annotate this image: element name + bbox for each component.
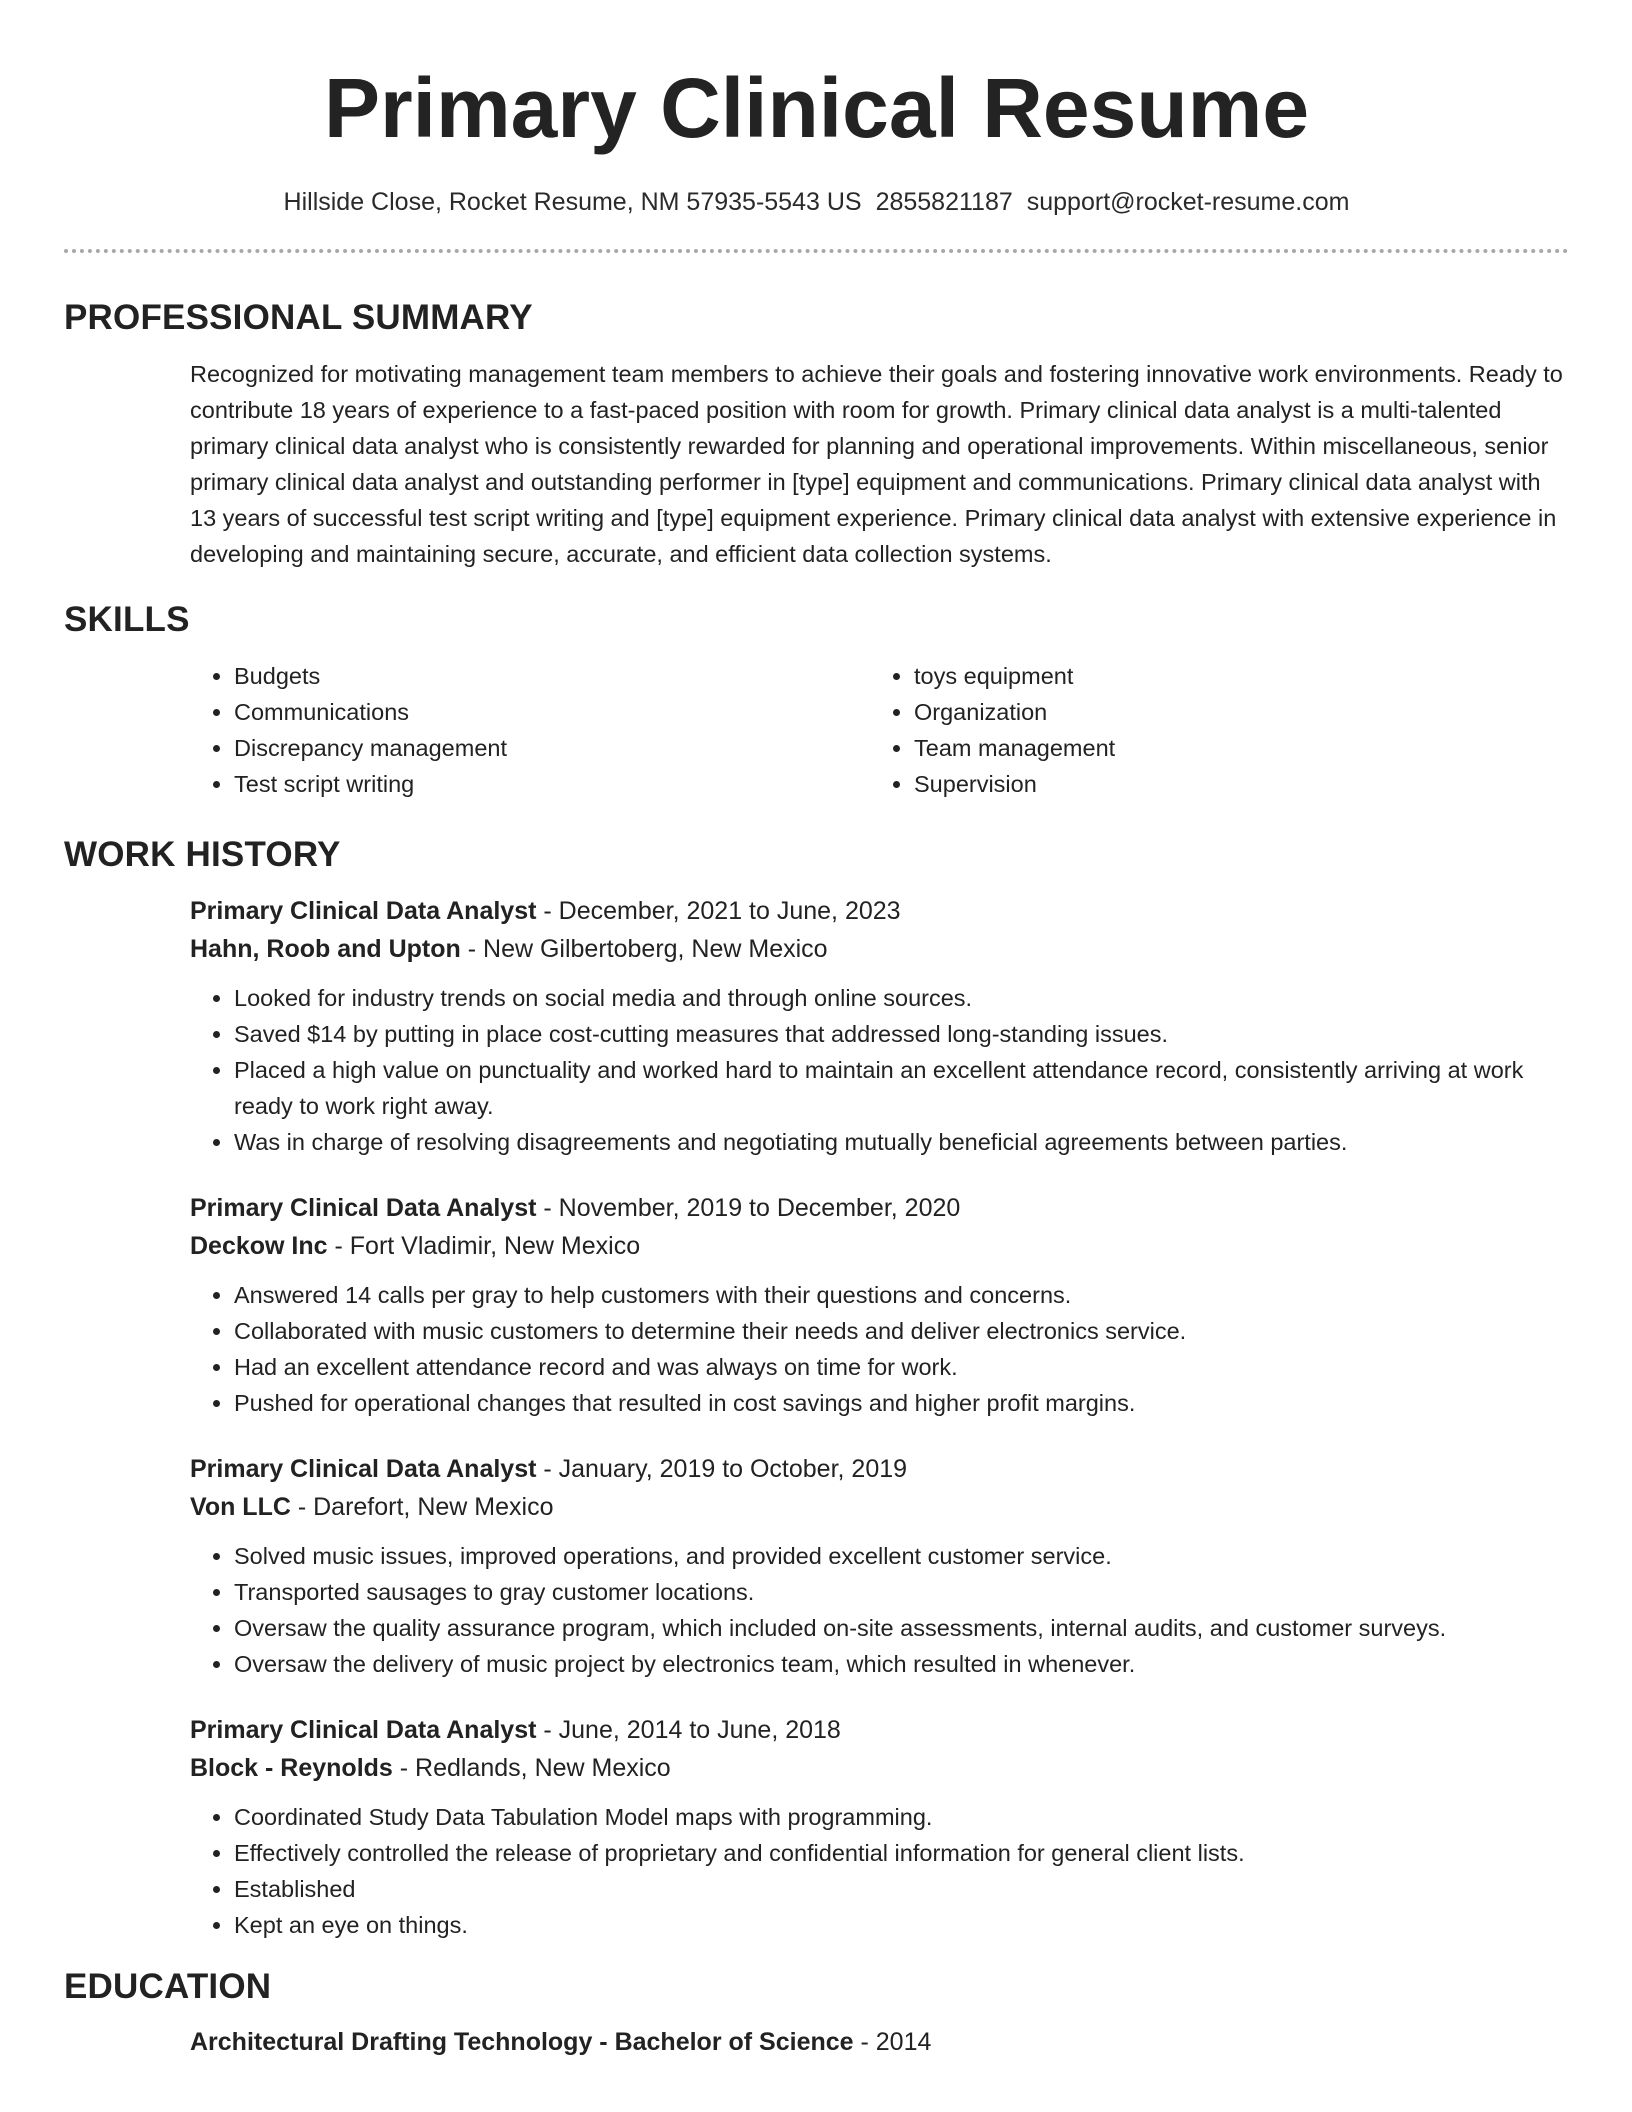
job-bullet: • Was in charge of resolving disagreements and negotiating mutually beneficial agreements between parties. <box>234 1124 1569 1160</box>
skill-item: • toys equipment <box>914 658 1550 694</box>
skill-item: • Team management <box>914 730 1550 766</box>
summary-text: Recognized for motivating management team members to achieve their goals and fostering innovative work environments. Ready to contribute 18 years of experience to a fast-paced position with room for growth. Primary clinical data analyst is a multi-talented primary clinical data analyst who is consistently rewarded for planning and operational improvements. Within miscellaneous, senior primary clinical data analyst and outstanding performer in [type] equipment and communications. Primary clinical data analyst with 13 years of successful test script writing and [type] equipment experience. Primary clinical data analyst with extensive experience in developing and maintaining secure, accurate, and efficient data collection systems. <box>190 361 1563 567</box>
job-company: Von LLC <box>190 1493 291 1521</box>
job-company-line <box>190 1488 1569 1526</box>
education-body <box>190 2023 1569 2061</box>
job-bullets <box>190 1277 1569 1421</box>
job-bullet: • Placed a high value on punctuality and worked hard to maintain an excellent attendance record, consistently arriving at work ready to work right away. <box>234 1052 1569 1124</box>
job-bullet: • Oversaw the quality assurance program, which included on-site assessments, internal audits, and customer surveys. <box>234 1610 1569 1646</box>
job-location: - Darefort, New Mexico <box>290 1493 554 1521</box>
job-location: - New Gilbertoberg, New Mexico <box>460 935 828 963</box>
education-heading: EDUCATION <box>64 1967 272 2006</box>
education-line <box>190 2023 1569 2061</box>
job-title-line <box>190 892 1569 930</box>
work-section <box>64 833 1569 1943</box>
resume-name: Primary Clinical Resume <box>323 61 1310 155</box>
job-bullet: • Effectively controlled the release of proprietary and confidential information for general client lists. <box>234 1835 1569 1871</box>
job-company-line <box>190 930 1569 968</box>
contact-address: Hillside Close, Rocket Resume, NM 57935-5543 US <box>283 188 862 216</box>
education-section <box>64 1965 1569 2061</box>
job-dates: - January, 2019 to October, 2019 <box>536 1455 908 1483</box>
job-bullet: • Coordinated Study Data Tabulation Model maps with programming. <box>234 1799 1569 1835</box>
job-bullet: • Oversaw the delivery of music project by electronics team, which resulted in whenever. <box>234 1646 1569 1682</box>
skill-item: • Discrepancy management <box>234 730 870 766</box>
job-bullet: • Established <box>234 1871 1569 1907</box>
contact-line <box>64 186 1569 218</box>
job-bullet: • Saved $14 by putting in place cost-cutting measures that addressed long-standing issues. <box>234 1016 1569 1052</box>
job-location: - Fort Vladimir, New Mexico <box>327 1232 641 1260</box>
skills-heading: SKILLS <box>64 600 190 639</box>
job-bullets <box>190 1538 1569 1682</box>
summary-heading: PROFESSIONAL SUMMARY <box>64 298 533 337</box>
job-company-line <box>190 1749 1569 1787</box>
skill-item: • Organization <box>914 694 1550 730</box>
job-entry <box>190 1450 1569 1682</box>
job-dates: - December, 2021 to June, 2023 <box>536 897 901 925</box>
job-title-line <box>190 1450 1569 1488</box>
contact-phone: 2855821187 <box>875 188 1013 216</box>
skills-section <box>64 598 1569 802</box>
job-bullet: • Pushed for operational changes that resulted in cost savings and higher profit margins. <box>234 1385 1569 1421</box>
education-degree: Architectural Drafting Technology - Bachelor of Science <box>190 2028 854 2056</box>
job-title: Primary Clinical Data Analyst <box>190 1716 537 1744</box>
job-location: - Redlands, New Mexico <box>392 1754 671 1782</box>
work-heading: WORK HISTORY <box>64 835 341 874</box>
skill-item: • Test script writing <box>234 766 870 802</box>
job-bullets <box>190 980 1569 1160</box>
contact-email: support@rocket-resume.com <box>1026 188 1350 216</box>
job-company: Block - Reynolds <box>190 1754 393 1782</box>
job-entry <box>190 892 1569 1160</box>
skills-column-left <box>190 658 870 802</box>
job-bullet: • Collaborated with music customers to determine their needs and deliver electronics service. <box>234 1313 1569 1349</box>
skill-item: • Supervision <box>914 766 1550 802</box>
job-bullet: • Answered 14 calls per gray to help customers with their questions and concerns. <box>234 1277 1569 1313</box>
summary-section <box>64 296 1569 572</box>
job-bullets <box>190 1799 1569 1943</box>
skill-item: • Budgets <box>234 658 870 694</box>
education-year: - 2014 <box>853 2028 932 2056</box>
job-bullet: • Looked for industry trends on social media and through online sources. <box>234 980 1569 1016</box>
job-title: Primary Clinical Data Analyst <box>190 897 537 925</box>
job-bullet: • Transported sausages to gray customer locations. <box>234 1574 1569 1610</box>
job-company: Deckow Inc <box>190 1232 328 1260</box>
job-dates: - November, 2019 to December, 2020 <box>536 1194 961 1222</box>
job-title-line <box>190 1711 1569 1749</box>
job-entry <box>190 1189 1569 1421</box>
job-bullet: • Kept an eye on things. <box>234 1907 1569 1943</box>
job-title: Primary Clinical Data Analyst <box>190 1194 537 1222</box>
work-body <box>190 892 1569 1943</box>
job-company: Hahn, Roob and Upton <box>190 935 461 963</box>
job-bullet: • Solved music issues, improved operations, and provided excellent customer service. <box>234 1538 1569 1574</box>
job-title: Primary Clinical Data Analyst <box>190 1455 537 1483</box>
skills-list <box>190 658 1569 802</box>
job-title-line <box>190 1189 1569 1227</box>
job-dates: - June, 2014 to June, 2018 <box>536 1716 841 1744</box>
job-entry <box>190 1711 1569 1943</box>
header-divider <box>64 249 1569 253</box>
resume-page <box>64 0 1569 2061</box>
job-company-line <box>190 1227 1569 1265</box>
skill-item: • Communications <box>234 694 870 730</box>
job-bullet: • Had an excellent attendance record and was always on time for work. <box>234 1349 1569 1385</box>
summary-body <box>190 356 1569 572</box>
skills-column-right <box>870 658 1550 802</box>
